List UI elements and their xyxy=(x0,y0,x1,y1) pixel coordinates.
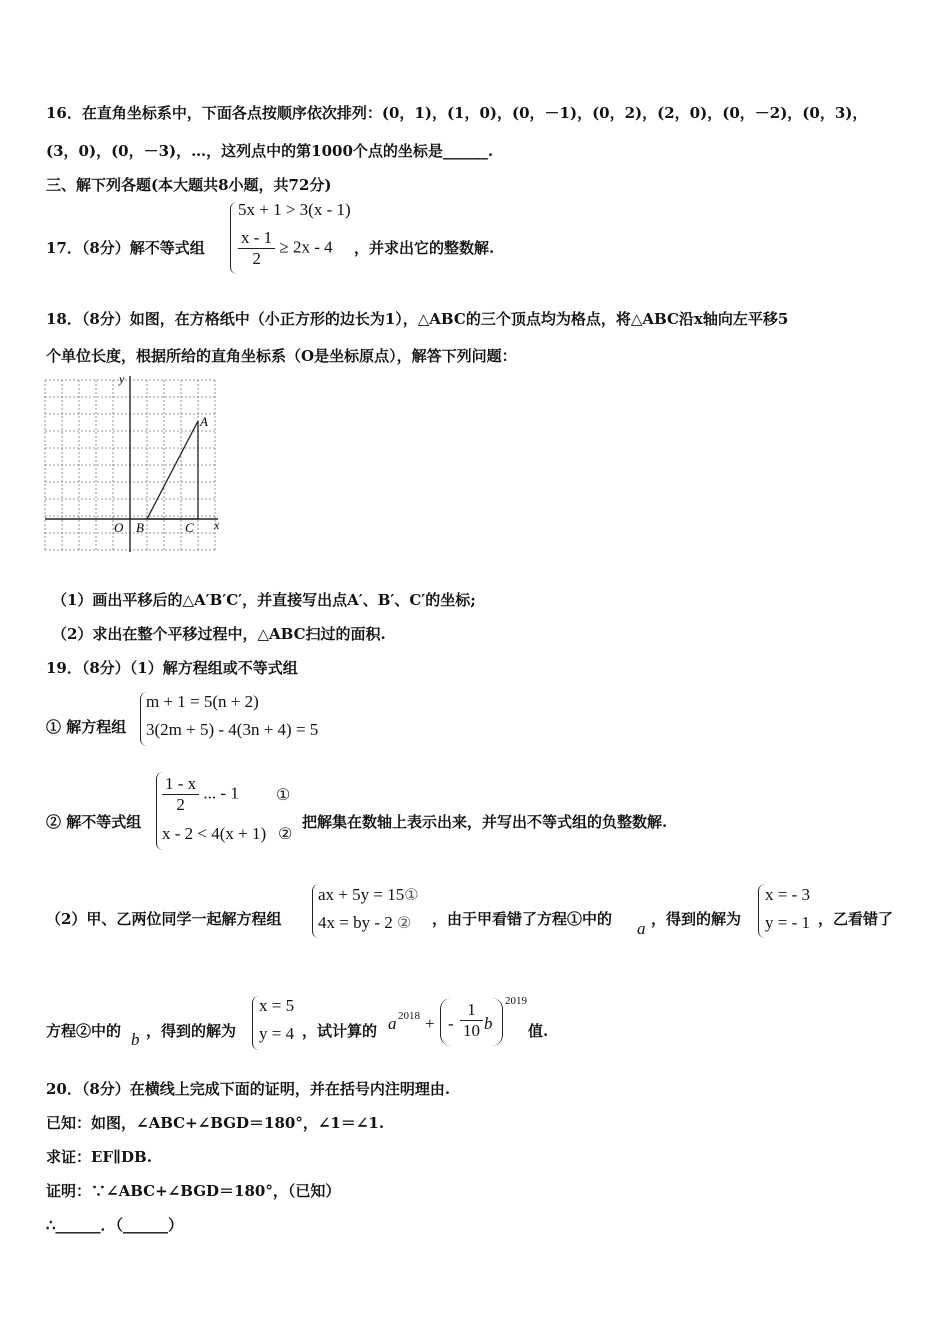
q19-expr-b: b xyxy=(484,1014,493,1033)
q19-var-b: b xyxy=(131,1030,140,1049)
q19-sol1-x: x = - 3 xyxy=(765,885,810,904)
q19-frac-den: 10 xyxy=(463,1021,480,1040)
q19-right-paren xyxy=(492,998,503,1046)
q17-ineq2-rest: ≥ 2x - 4 xyxy=(279,237,333,257)
q19-sys-eq1 xyxy=(318,885,419,905)
q19-sys-mark2: ② xyxy=(397,915,412,932)
grid-figure xyxy=(44,374,220,552)
q19-sys-mark1: ① xyxy=(404,887,419,904)
q19-line3-end: 值. xyxy=(528,1022,549,1040)
q17-frac-num: x - 1 xyxy=(238,228,275,249)
q19-var-a: a xyxy=(637,919,646,938)
q18-line2: 个单位长度，根据所给的直角坐标系（O是坐标原点），解答下列问题： xyxy=(46,347,517,365)
q17-brace xyxy=(230,202,237,274)
q19-p2-fraction xyxy=(162,774,199,815)
q19-p2-mark2: ② xyxy=(278,826,293,843)
point-c-label: C xyxy=(185,520,194,535)
q19-sys-eq2-text: 4x = by - 2 xyxy=(318,913,393,932)
q18-sub1: （1）画出平移后的△A′B′C′，并直接写出点A′、B′、C′的坐标; xyxy=(52,591,476,609)
q19-sol2-y: y = 4 xyxy=(259,1024,295,1043)
q19-neg: - xyxy=(448,1014,454,1033)
q20-given: 已知：如图，∠ABC+∠BGD＝180°，∠1＝∠1. xyxy=(46,1114,385,1132)
q19-p1-eq1: m + 1 = 5(n + 2) xyxy=(146,692,259,711)
q19-exp2: 2019 xyxy=(505,995,527,1007)
q16-line2: (3，0)，(0，－3)，…，这列点中的第1000个点的坐标是______. xyxy=(46,142,494,160)
q19-p2-frac-num: 1 - x xyxy=(162,774,199,795)
q20-heading: 20．（8分）在横线上完成下面的证明，并在括号内注明理由. xyxy=(46,1080,451,1098)
q17-prefix: 17．（8分）解不等式组 xyxy=(46,239,205,257)
q19-part2-prefix: （2）甲、乙两位同学一起解方程组 xyxy=(46,910,282,928)
q19-heading: 19．（8分）（1）解方程组或不等式组 xyxy=(46,659,298,677)
q17-fraction xyxy=(238,228,275,269)
q19-p2-label: ② 解不等式组 xyxy=(46,813,142,831)
q19-p1-label: ① 解方程组 xyxy=(46,718,127,736)
point-b-label: B xyxy=(136,520,144,535)
q20-prove: 求证：EF∥DB. xyxy=(46,1148,152,1166)
q18-line1: 18．（8分）如图，在方格纸中（小正方形的边长为1），△ABC的三个顶点均为格点，将△ABC沿x轴向左平移5 xyxy=(46,310,789,328)
q19-line3-mid2: ，试计算的 xyxy=(302,1022,378,1040)
y-axis-label: y xyxy=(119,374,125,386)
q19-sys-eq1-text: ax + 5y = 15 xyxy=(318,885,405,904)
q19-frac-num: 1 xyxy=(460,1000,483,1021)
q19-p1-eq2: 3(2m + 5) - 4(3n + 4) = 5 xyxy=(146,720,319,739)
q19-part2-mid: ，由于甲看错了方程①中的 xyxy=(432,910,613,928)
q19-p2-frac-den: 2 xyxy=(176,795,185,814)
x-axis-label: x xyxy=(214,518,220,532)
q19-sol2-x: x = 5 xyxy=(259,996,295,1015)
point-a-label: A xyxy=(200,414,208,429)
q18-sub2: （2）求出在整个平移过程中，△ABC扫过的面积. xyxy=(52,625,386,643)
q19-p2-ineq1 xyxy=(162,774,239,815)
q19-sol1-y: y = - 1 xyxy=(765,913,810,932)
origin-label: O xyxy=(114,520,124,535)
q17-ineq1: 5x + 1 > 3(x - 1) xyxy=(238,200,351,219)
q17-suffix: ，并求出它的整数解. xyxy=(354,239,495,257)
q19-fraction xyxy=(460,1000,483,1041)
q19-sol1-brace xyxy=(758,884,765,938)
q16-line1: 16．在直角坐标系中，下面各点按顺序依次排列：(0，1)，(1，0)，(0，－1)，(0，2)，(2，0)，(0，－2)，(0，3)， xyxy=(46,104,868,122)
q17-frac-den: 2 xyxy=(252,249,261,268)
q17-ineq2 xyxy=(238,228,333,269)
q19-line3-prefix: 方程②中的 xyxy=(46,1022,122,1040)
q19-sys-eq2 xyxy=(318,913,411,933)
q19-part2-end: ，乙看错了 xyxy=(818,910,894,928)
q19-exp1: 2018 xyxy=(398,1010,420,1022)
q19-line3-mid: ，得到的解为 xyxy=(146,1022,237,1040)
q20-step: ∴______．（______） xyxy=(46,1216,184,1234)
q19-p2-suffix: 把解集在数轴上表示出来，并写出不等式组的负整数解. xyxy=(302,813,668,831)
q19-p2-mark1: ① xyxy=(276,787,291,804)
q19-p2-ineq2: x - 2 < 4(x + 1) xyxy=(162,824,267,843)
q19-sol2-brace xyxy=(252,996,259,1050)
q19-expr-a: a xyxy=(388,1014,397,1033)
q19-plus: + xyxy=(425,1014,435,1033)
section-heading: 三、解下列各题(本大题共8小题，共72分) xyxy=(46,176,332,194)
q20-proof: 证明：∵∠ABC+∠BGD＝180°，（已知） xyxy=(46,1182,341,1200)
triangle-abc xyxy=(147,421,198,519)
q19-part2-mid2: ，得到的解为 xyxy=(651,910,742,928)
q19-p2-ineq1-rest: ... - 1 xyxy=(203,783,239,803)
